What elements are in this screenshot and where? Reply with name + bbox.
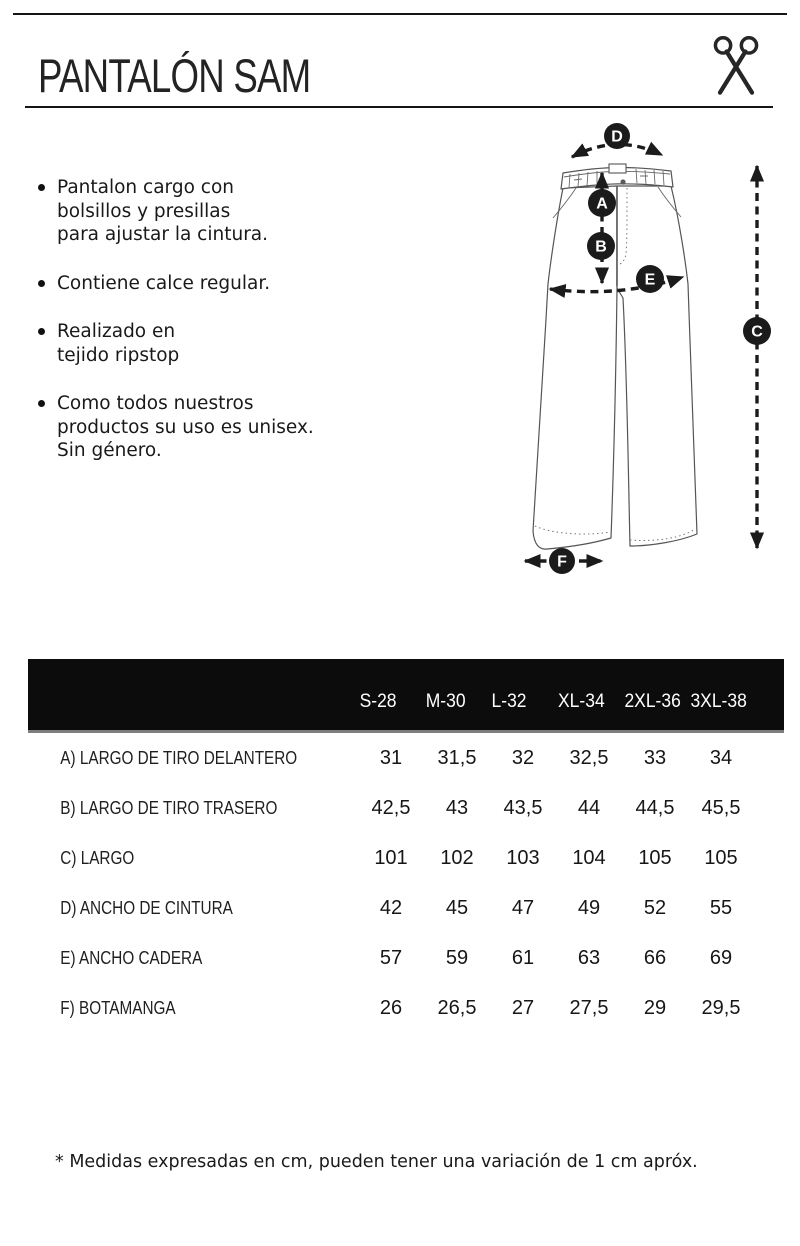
measurement-value: 47: [511, 896, 535, 919]
description-line: productos su uso es unisex.: [57, 416, 314, 438]
measurement-value: 101: [374, 846, 408, 869]
table-row: [28, 933, 784, 983]
row-label: C) LARGO: [60, 847, 135, 868]
measurement-value: 44: [577, 796, 601, 819]
measurement-value: 43: [445, 796, 469, 819]
product-description-list: [36, 176, 376, 488]
measurement-value: 69: [709, 946, 733, 969]
measurement-value: 49: [577, 896, 601, 919]
measure-d-label: D: [611, 128, 623, 146]
measurement-value: 32,5: [569, 746, 609, 769]
measurement-value: 31: [379, 746, 403, 769]
waistband-button: [620, 179, 625, 184]
list-item: [36, 176, 376, 247]
measurement-value: 55: [709, 896, 733, 919]
description-line: para ajustar la cintura.: [57, 224, 269, 245]
measurement-value: 43,5: [503, 796, 543, 819]
measurement-value: 27: [511, 996, 535, 1019]
bullet-dot: [38, 280, 45, 287]
description-line: Pantalon cargo con: [57, 177, 234, 198]
measurement-value: 45: [445, 896, 469, 919]
top-divider: [13, 13, 787, 15]
size-column-header: XL-34: [558, 690, 605, 712]
measurement-value: 52: [643, 896, 667, 919]
pants-right-leg: [617, 186, 697, 546]
measurement-value: 105: [638, 846, 672, 869]
size-column-header: M-30: [425, 690, 466, 712]
row-label: B) LARGO DE TIRO TRASERO: [60, 797, 278, 818]
page-title: PANTALÓN SAM: [38, 49, 311, 102]
table-row: [28, 883, 784, 933]
title-divider: [25, 106, 773, 108]
bullet-dot: [38, 184, 45, 191]
row-label: F) BOTAMANGA: [60, 997, 176, 1018]
measurement-value: 66: [643, 946, 667, 969]
scissors-icon: [705, 34, 767, 98]
list-item: [36, 392, 376, 463]
measurement-value: 26,5: [437, 996, 477, 1019]
size-table-header: [28, 659, 784, 733]
measurement-value: 27,5: [569, 996, 609, 1019]
measurement-value: 104: [572, 846, 606, 869]
measurement-value: 33: [643, 746, 667, 769]
measurement-value: 44,5: [635, 796, 675, 819]
table-row: [28, 783, 784, 833]
bullet-dot: [38, 328, 45, 335]
row-label: E) ANCHO CADERA: [60, 947, 203, 968]
measure-a-label: A: [596, 195, 608, 213]
measurement-value: 103: [506, 846, 540, 869]
description-line: tejido ripstop: [57, 344, 180, 366]
measurements-disclaimer: * Medidas expresadas en cm, pueden tener una variación de 1 cm apróx.: [55, 1152, 698, 1172]
measurement-value: 31,5: [437, 746, 477, 769]
size-column-header: L-32: [491, 690, 527, 712]
size-column-header: S-28: [359, 690, 397, 712]
description-line: Como todos nuestros: [57, 393, 254, 414]
table-row: [28, 983, 784, 1033]
measurement-value: 32: [511, 746, 535, 769]
measurement-value: 34: [709, 746, 733, 769]
pants-measurement-diagram: [490, 118, 800, 588]
measurement-value: 26: [379, 996, 403, 1019]
measurement-value: 61: [511, 946, 535, 969]
row-label: A) LARGO DE TIRO DELANTERO: [60, 747, 298, 768]
table-row: [28, 733, 784, 783]
bullet-dot: [38, 400, 45, 407]
row-label: D) ANCHO DE CINTURA: [60, 897, 233, 918]
list-item: [36, 272, 376, 296]
measurement-value: 42: [379, 896, 403, 919]
measurement-value: 29,5: [701, 996, 741, 1019]
description-line: bolsillos y presillas: [57, 200, 231, 222]
list-item: [36, 320, 376, 367]
size-column-header: 2XL-36: [624, 690, 681, 712]
measurement-value: 102: [440, 846, 474, 869]
description-line: Sin género.: [57, 440, 162, 461]
measure-b-label: B: [595, 238, 607, 256]
size-column-header: 3XL-38: [690, 690, 747, 712]
measurement-value: 57: [379, 946, 403, 969]
measurement-value: 105: [704, 846, 738, 869]
description-line: Realizado en: [57, 321, 176, 342]
description-line: Contiene calce regular.: [57, 272, 271, 294]
measurement-value: 45,5: [701, 796, 741, 819]
measurement-value: 63: [577, 946, 601, 969]
measurement-value: 42,5: [371, 796, 411, 819]
measure-e-label: E: [644, 271, 656, 289]
waistband-buckle: [609, 164, 626, 173]
size-table: [28, 659, 784, 1033]
measure-f-label: F: [557, 553, 567, 571]
table-row: [28, 833, 784, 883]
measure-c-label: C: [751, 323, 763, 341]
measurement-value: 59: [445, 946, 469, 969]
measurement-value: 29: [643, 996, 667, 1019]
